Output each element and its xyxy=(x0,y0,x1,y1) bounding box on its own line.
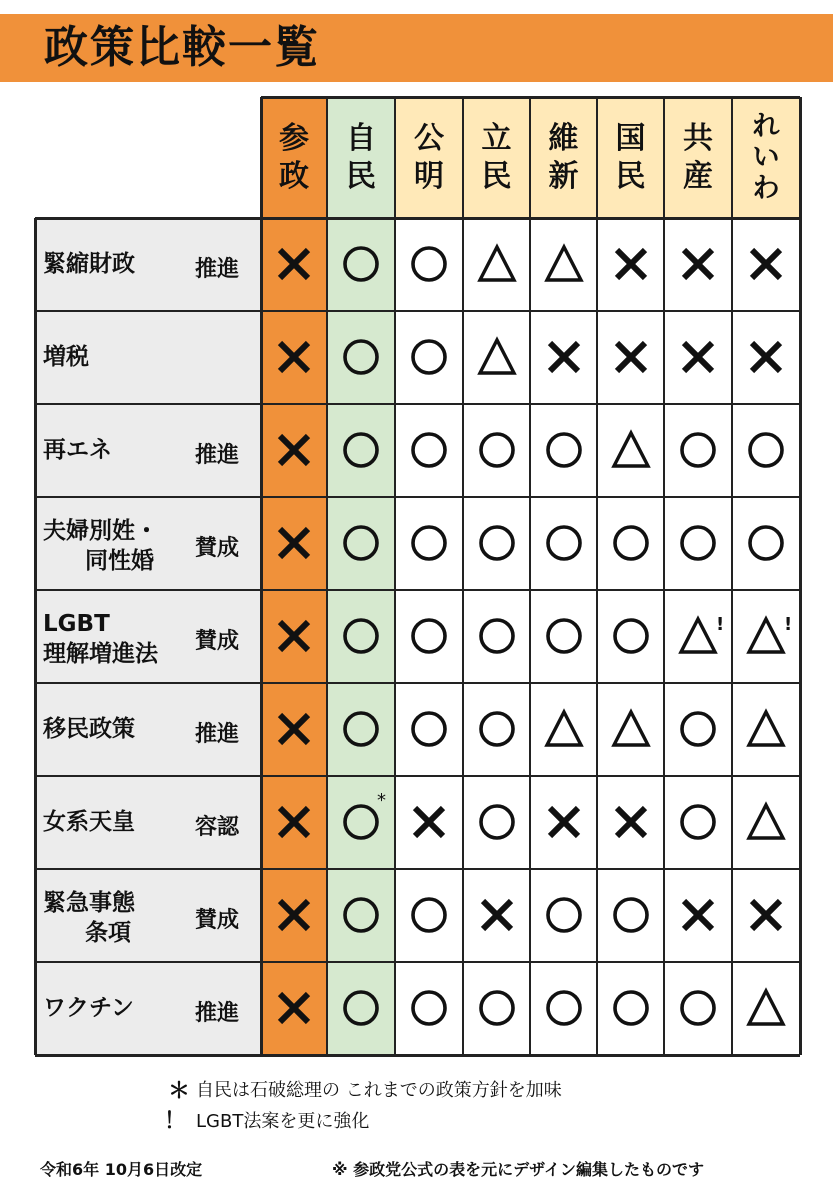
circle-icon xyxy=(464,404,530,496)
party-header-char: 政 xyxy=(279,158,309,194)
cross-icon xyxy=(261,311,327,403)
policy-stance: 推進 xyxy=(195,1001,240,1026)
party-header-3 xyxy=(463,97,530,218)
policy-name: 女系天皇 xyxy=(43,809,135,835)
circle-icon xyxy=(328,218,394,310)
policy-stance: 推進 xyxy=(195,443,240,468)
policy-stance: 推進 xyxy=(195,257,240,282)
cross-icon xyxy=(733,218,799,310)
party-header-7 xyxy=(732,97,800,218)
circle-icon xyxy=(665,776,731,868)
party-header-6 xyxy=(664,97,732,218)
circle-icon xyxy=(328,590,394,682)
triangle-icon xyxy=(665,590,731,682)
cross-icon xyxy=(261,869,327,961)
circle-icon xyxy=(396,218,462,310)
party-header-5 xyxy=(597,97,664,218)
party-header-2 xyxy=(395,97,463,218)
cross-icon xyxy=(261,683,327,775)
policy-name: 条項 xyxy=(85,920,131,946)
cross-icon xyxy=(598,218,664,310)
circle-icon xyxy=(328,869,394,961)
policy-stance: 賛成 xyxy=(195,536,240,561)
circle-icon xyxy=(598,590,664,682)
triangle-icon xyxy=(733,962,799,1054)
grid-line xyxy=(596,97,598,1055)
cross-icon xyxy=(665,311,731,403)
cross-icon xyxy=(531,311,597,403)
note-asterisk: 自民は石破総理の これまでの政策方針を加味 xyxy=(196,1080,562,1101)
triangle-icon xyxy=(733,776,799,868)
circle-icon xyxy=(665,497,731,589)
circle-icon xyxy=(531,404,597,496)
cross-icon xyxy=(396,776,462,868)
grid-line xyxy=(35,682,800,684)
cross-icon xyxy=(261,218,327,310)
policy-name: 夫婦別姓・ xyxy=(43,518,158,544)
circle-icon xyxy=(396,311,462,403)
triangle-icon xyxy=(531,683,597,775)
policy-name: 緊急事態 xyxy=(43,890,135,916)
title-bar xyxy=(0,14,833,82)
circle-icon xyxy=(396,962,462,1054)
grid-line xyxy=(35,589,800,591)
policy-stance: 推進 xyxy=(195,722,240,747)
triangle-icon xyxy=(464,218,530,310)
party-header-char: 公 xyxy=(414,120,444,156)
party-header-char: 維 xyxy=(548,120,579,156)
grid-line xyxy=(529,97,531,1055)
circle-icon xyxy=(733,497,799,589)
circle-icon xyxy=(464,590,530,682)
circle-icon xyxy=(328,404,394,496)
policy-name: 理解増進法 xyxy=(43,641,158,667)
cross-icon xyxy=(261,497,327,589)
grid-line xyxy=(35,310,800,312)
circle-icon xyxy=(531,590,597,682)
triangle-icon xyxy=(598,404,664,496)
party-header-char: い xyxy=(752,142,780,173)
party-header-char: れ xyxy=(752,111,780,142)
grid-line xyxy=(799,97,802,1055)
circle-icon xyxy=(328,497,394,589)
party-header-char: 民 xyxy=(481,158,512,194)
circle-icon xyxy=(328,776,394,868)
circle-icon xyxy=(598,869,664,961)
exclamation-mark: ! xyxy=(716,614,725,635)
circle-icon xyxy=(328,683,394,775)
party-header-1 xyxy=(327,97,395,218)
circle-icon xyxy=(396,683,462,775)
exclamation-note-symbol: ！ xyxy=(164,1109,187,1134)
asterisk-note-symbol: ＊ xyxy=(168,1079,191,1104)
policy-stance: 賛成 xyxy=(195,908,240,933)
circle-icon xyxy=(598,962,664,1054)
party-header-char: わ xyxy=(752,173,780,204)
grid-line xyxy=(663,97,665,1055)
policy-stance: 容認 xyxy=(195,815,240,840)
cross-icon xyxy=(665,869,731,961)
grid-line xyxy=(35,217,800,220)
circle-icon xyxy=(665,404,731,496)
circle-icon xyxy=(396,590,462,682)
triangle-icon xyxy=(531,218,597,310)
source-note: ※ 参政党公式の表を元にデザイン編集したものです xyxy=(332,1160,705,1179)
triangle-icon xyxy=(464,311,530,403)
party-header-char: 立 xyxy=(481,120,512,156)
note-exclamation: LGBT法案を更に強化 xyxy=(196,1111,370,1132)
party-header-4 xyxy=(530,97,597,218)
triangle-icon xyxy=(733,590,799,682)
party-header-char: 参 xyxy=(279,120,309,156)
policy-name: 緊縮財政 xyxy=(43,251,135,277)
asterisk-mark: * xyxy=(377,790,386,811)
circle-icon xyxy=(396,869,462,961)
party-header-char: 民 xyxy=(615,158,646,194)
party-header-char: 産 xyxy=(683,158,713,194)
policy-name: LGBT xyxy=(43,611,110,637)
circle-icon xyxy=(464,962,530,1054)
policy-name: 増税 xyxy=(43,344,89,370)
grid-line xyxy=(35,868,800,870)
cross-icon xyxy=(261,776,327,868)
cross-icon xyxy=(733,869,799,961)
party-header-0 xyxy=(261,97,327,218)
circle-icon xyxy=(328,962,394,1054)
revision-date: 令和6年 10月6日改定 xyxy=(40,1160,203,1179)
circle-icon xyxy=(531,962,597,1054)
page-title: 政策比較一覧 xyxy=(44,22,320,73)
circle-icon xyxy=(733,404,799,496)
cross-icon xyxy=(531,776,597,868)
party-header-char: 新 xyxy=(548,158,579,194)
triangle-icon xyxy=(598,683,664,775)
policy-name: 同性婚 xyxy=(85,548,154,574)
circle-icon xyxy=(396,497,462,589)
cross-icon xyxy=(464,869,530,961)
grid-line xyxy=(326,97,328,1055)
party-header-char: 民 xyxy=(346,158,376,194)
cross-icon xyxy=(261,404,327,496)
policy-name: ワクチン xyxy=(43,995,134,1021)
circle-icon xyxy=(464,683,530,775)
cross-icon xyxy=(598,311,664,403)
circle-icon xyxy=(665,683,731,775)
grid-line xyxy=(35,775,800,777)
circle-icon xyxy=(464,776,530,868)
circle-icon xyxy=(396,404,462,496)
grid-line xyxy=(35,496,800,498)
grid-line xyxy=(35,403,800,405)
cross-icon xyxy=(733,311,799,403)
circle-icon xyxy=(531,497,597,589)
party-header-char: 自 xyxy=(346,120,376,156)
policy-name: 再エネ xyxy=(43,437,112,463)
circle-icon xyxy=(464,497,530,589)
grid-line xyxy=(35,1054,800,1057)
circle-icon xyxy=(665,962,731,1054)
party-header-char: 共 xyxy=(683,120,713,156)
grid-line xyxy=(731,97,733,1055)
grid-line xyxy=(35,961,800,963)
cross-icon xyxy=(261,962,327,1054)
circle-icon xyxy=(531,869,597,961)
grid-line xyxy=(260,97,263,1055)
cross-icon xyxy=(261,590,327,682)
party-header-char: 明 xyxy=(414,158,444,194)
cross-icon xyxy=(665,218,731,310)
grid-line xyxy=(34,218,37,1055)
grid-line xyxy=(462,97,464,1055)
grid-line xyxy=(394,97,396,1055)
circle-icon xyxy=(328,311,394,403)
party-header-char: 国 xyxy=(615,120,646,156)
triangle-icon xyxy=(733,683,799,775)
circle-icon xyxy=(598,497,664,589)
policy-stance: 賛成 xyxy=(195,629,240,654)
cross-icon xyxy=(598,776,664,868)
policy-name: 移民政策 xyxy=(43,716,135,742)
exclamation-mark: ! xyxy=(784,614,793,635)
